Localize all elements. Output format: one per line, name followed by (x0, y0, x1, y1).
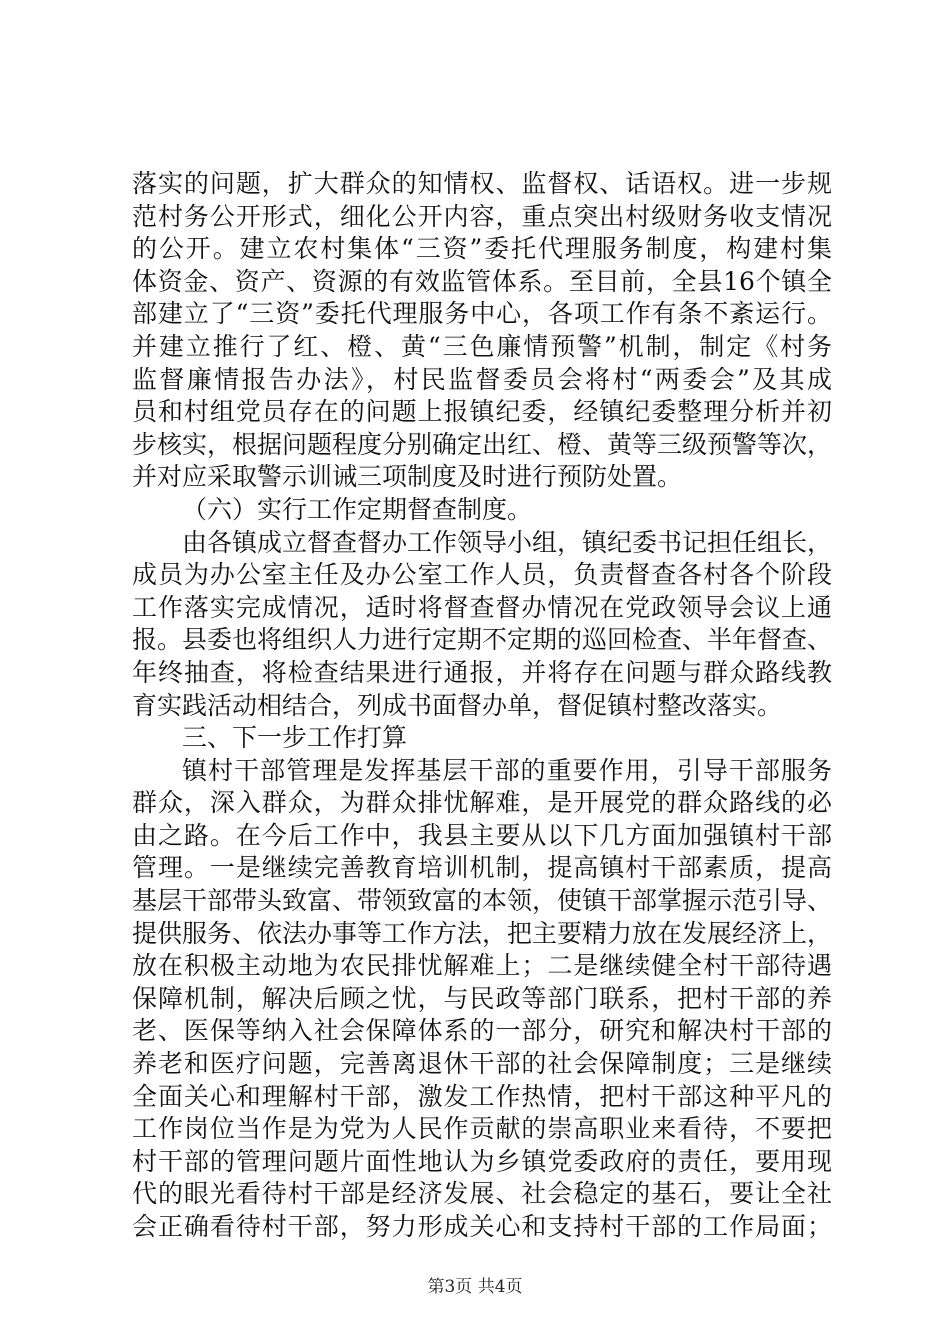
text-line: 步核实，根据问题程度分别确定出红、橙、黄等三级预警等次， (132, 429, 833, 459)
body-text (132, 168, 832, 1244)
text-line: 成员为办公室主任及办公室工作人员，负责督查各村各个阶段 (132, 560, 832, 590)
text-line: 年终抽查，将检查结果进行通报，并将存在问题与群众路线教 (132, 657, 832, 687)
text-line: 落实的问题，扩大群众的知情权、监督权、话语权。进一步规 (132, 169, 832, 198)
text-line: 放在积极主动地为农民排忧解难上；二是继续健全村干部待遇 (132, 951, 832, 981)
text-line: 并对应采取警示训诫三项制度及时进行预防处置。 (132, 462, 683, 492)
text-line: 管理。一是继续完善教育培训机制，提高镇村干部素质，提高 (132, 853, 832, 883)
text-line: 工作岗位当作是为党为人民作贡献的崇高职业来看待，不要把 (132, 1114, 832, 1144)
text-line: 由之路。在今后工作中，我县主要从以下几方面加强镇村干部 (132, 820, 832, 850)
text-line: 会正确看待村干部，努力形成关心和支持村干部的工作局面； (132, 1212, 832, 1241)
text-line: 老、医保等纳入社会保障体系的一部分，研究和解决村干部的 (132, 1016, 832, 1046)
text-line: 报。县委也将组织人力进行定期不定期的巡回检查、半年督查、 (132, 625, 833, 655)
text-line: 保障机制，解决后顾之忧，与民政等部门联系，把村干部的养 (132, 983, 832, 1013)
text-line: 范村务公开形式，细化公开内容，重点突出村级财务收支情况 (132, 201, 832, 231)
text-line: 全面关心和理解村干部，激发工作热情，把村干部这种平凡的 (132, 1081, 832, 1111)
text-line: 工作落实完成情况，适时将督查督办情况在党政领导会议上通 (132, 592, 832, 622)
section-heading: 三、下一步工作打算 (182, 723, 408, 753)
text-line: 群众，深入群众，为群众排忧解难，是开展党的群众路线的必 (132, 788, 832, 818)
section-heading: （六）实行工作定期督查制度。 (182, 494, 533, 524)
text-line: 并建立推行了红、橙、黄“三色廉情预警”机制，制定《村务 (132, 331, 832, 361)
text-line: 基层干部带头致富、带领致富的本领，使镇干部掌握示范引导、 (132, 886, 833, 916)
page-footer: 第3页 共4页 (427, 1277, 523, 1297)
text-line: 部建立了“三资”委托代理服务中心，各项工作有条不紊运行。 (132, 299, 832, 329)
text-line: 监督廉情报告办法》，村民监督委员会将村“两委会”及其成 (132, 364, 832, 394)
text-line: 育实践活动相结合，列成书面督办单，督促镇村整改落实。 (132, 690, 783, 720)
text-line: 养老和医疗问题，完善离退休干部的社会保障制度；三是继续 (132, 1049, 832, 1079)
text-line: 的公开。建立农村集体“三资”委托代理服务制度，构建村集 (132, 234, 832, 264)
text-line: 员和村组党员存在的问题上报镇纪委，经镇纪委整理分析并初 (132, 397, 832, 427)
text-line: 村干部的管理问题片面性地认为乡镇党委政府的责任，要用现 (132, 1146, 832, 1176)
text-line: 由各镇成立督查督办工作领导小组，镇纪委书记担任组长， (182, 527, 833, 557)
text-line: 镇村干部管理是发挥基层干部的重要作用，引导干部服务 (182, 755, 832, 785)
text-line: 代的眼光看待村干部是经济发展、社会稳定的基石，要让全社 (132, 1179, 832, 1209)
text-line: 提供服务、依法办事等工作方法，把主要精力放在发展经济上， (132, 918, 833, 948)
text-line: 体资金、资产、资源的有效监管体系。至目前，全县16个镇全 (132, 266, 832, 296)
